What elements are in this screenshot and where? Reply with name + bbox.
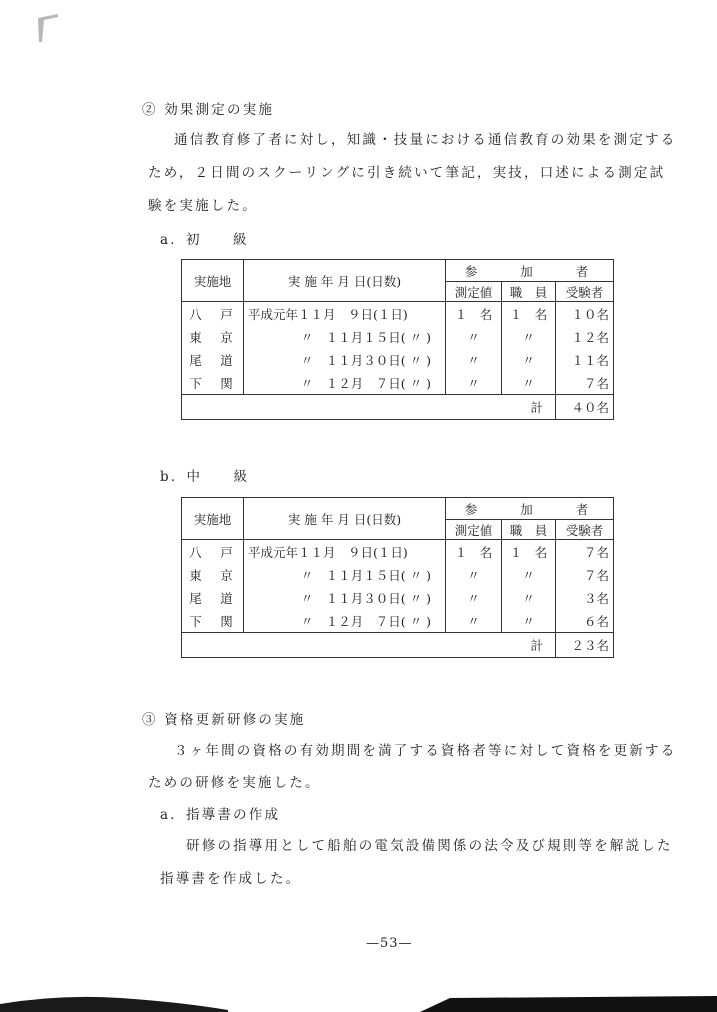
cell-date: 平成元年１１月 ９日(１日) [244,540,446,564]
header-staff: 職 員 [502,282,556,302]
cell-staff: 〃 [502,586,556,609]
cell-date: 〃 １２月 ７日( 〃 ) [244,371,446,395]
table-total-row [182,633,614,658]
section-3-paragraph-line-2: ための研修を実施した。 [148,775,321,791]
table-row [182,586,614,609]
cell-place: 尾 道 [182,348,244,371]
cell-staff: 〃 [502,348,556,371]
section-3-sub-a-label: a．指導書の作成 [160,807,281,823]
scan-corner-mark [38,14,60,44]
table-b-label: b．中 級 [160,469,250,485]
cell-measurer: 〃 [446,371,502,395]
header-date: 実 施 年 月 日(日数) [244,498,446,540]
total-value: ４０名 [556,395,614,420]
cell-examinee: ７名 [556,371,614,395]
cell-staff: 〃 [502,563,556,586]
total-value: ２３名 [556,633,614,658]
cell-staff: １ 名 [502,302,556,326]
section-2-paragraph-line-2: ため，２日間のスクーリングに引き続いて筆記，実技，口述による測定試 [148,165,666,181]
total-label: 計 [182,633,556,658]
cell-measurer: 〃 [446,348,502,371]
cell-place: 東 京 [182,325,244,348]
header-participants: 参 加 者 [446,498,614,520]
section-3-paragraph-line-1: ３ヶ年間の資格の有効期間を満了する資格者等に対して資格を更新する [174,743,677,759]
section-3-sub-a-line-2: 指導書を作成した。 [160,871,302,887]
cell-examinee: ６名 [556,609,614,633]
total-label: 計 [182,395,556,420]
scan-edge-shadow-right [420,994,717,1012]
cell-date: 平成元年１１月 ９日(１日) [244,302,446,326]
table-total-row [182,395,614,420]
scan-edge-shadow-left [0,988,230,1012]
table-row [182,540,614,564]
cell-staff: 〃 [502,371,556,395]
header-examinee: 受験者 [556,520,614,540]
cell-place: 東 京 [182,563,244,586]
header-measurer: 測定値 [446,520,502,540]
cell-place: 八 戸 [182,302,244,326]
section-2-heading: ② 効果測定の実施 [142,102,275,118]
header-date: 実 施 年 月 日(日数) [244,260,446,302]
cell-place: 尾 道 [182,586,244,609]
section-3-heading: ③ 資格更新研修の実施 [142,712,306,728]
section-3-sub-a-line-1: 研修の指導用として船舶の電気設備関係の法令及び規則等を解説した [186,838,673,854]
table-row [182,325,614,348]
cell-date: 〃 １１月１５日( 〃 ) [244,325,446,348]
table-row [182,563,614,586]
header-measurer: 測定値 [446,282,502,302]
cell-measurer: １ 名 [446,540,502,564]
cell-examinee: ７名 [556,563,614,586]
header-place: 実施地 [182,260,244,302]
table-row [182,348,614,371]
page-number: —53— [366,936,413,951]
cell-measurer: 〃 [446,325,502,348]
cell-date: 〃 １１月１５日( 〃 ) [244,563,446,586]
cell-place: 下 関 [182,371,244,395]
table-b [181,497,614,658]
cell-examinee: ３名 [556,586,614,609]
cell-date: 〃 １１月３０日( 〃 ) [244,586,446,609]
section-2-paragraph-line-3: 験を実施した。 [148,198,258,214]
table-a [181,259,614,420]
table-row [182,371,614,395]
cell-date: 〃 １１月３０日( 〃 ) [244,348,446,371]
cell-staff: 〃 [502,325,556,348]
table-row [182,609,614,633]
cell-staff: 〃 [502,609,556,633]
header-staff: 職 員 [502,520,556,540]
cell-staff: １ 名 [502,540,556,564]
table-a-label: a．初 級 [160,232,249,248]
cell-date: 〃 １２月 ７日( 〃 ) [244,609,446,633]
cell-examinee: １２名 [556,325,614,348]
header-examinee: 受験者 [556,282,614,302]
section-2-paragraph-line-1: 通信教育修了者に対し，知識・技量における通信教育の効果を測定する [174,132,677,148]
cell-measurer: 〃 [446,563,502,586]
cell-measurer: 〃 [446,609,502,633]
header-place: 実施地 [182,498,244,540]
cell-examinee: １１名 [556,348,614,371]
cell-examinee: １０名 [556,302,614,326]
cell-examinee: ７名 [556,540,614,564]
table-row [182,302,614,326]
cell-place: 下 関 [182,609,244,633]
cell-place: 八 戸 [182,540,244,564]
cell-measurer: 〃 [446,586,502,609]
cell-measurer: １ 名 [446,302,502,326]
header-participants: 参 加 者 [446,260,614,282]
